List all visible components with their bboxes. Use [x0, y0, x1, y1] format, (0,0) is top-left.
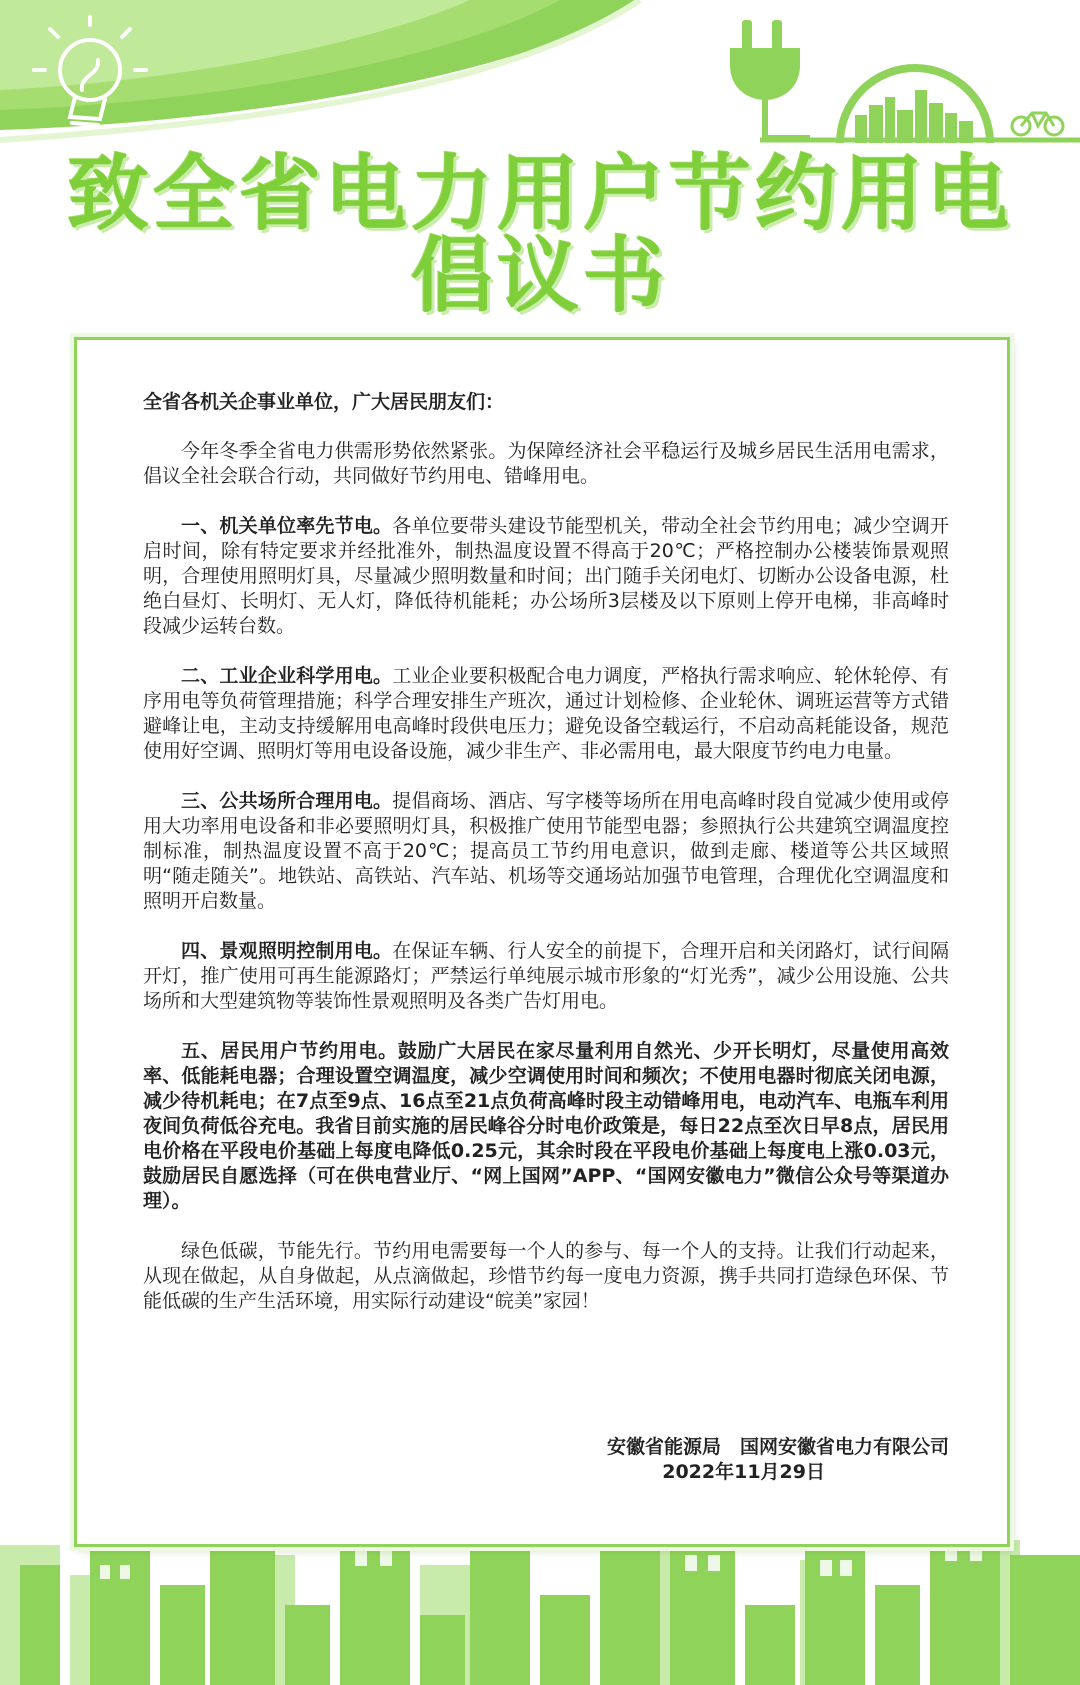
section-paragraph [143, 1039, 949, 1214]
section-heading: 四、景观照明控制用电。 [181, 940, 393, 962]
signature: 安徽省能源局 国网安徽省电力有限公司 [606, 1436, 949, 1458]
section-heading: 二、工业企业科学用电。 [181, 665, 393, 687]
letter-card [74, 337, 1010, 1547]
section-paragraph [143, 789, 949, 914]
section-heading: 一、机关单位率先节电。 [181, 515, 393, 537]
section-paragraph [143, 664, 949, 764]
page-title-line2: 倡议书 [410, 229, 669, 324]
closing-paragraph: 绿色低碳，节能先行。节约用电需要每一个人的参与、每一个人的支持。让我们行动起来，从现在做起，从自身做起，从点滴做起，珍惜节约每一度电力资源，携手共同打造绿色环保、节能低碳的生产生活环境，用实际行动建设“皖美”家园！ [143, 1240, 949, 1312]
section-body: 提倡商场、酒店、写字楼等场所在用电高峰时段自觉减少使用或停用大功率用电设备和非必要照明灯具，积极推广使用节能型电器；参照执行公共建筑空调温度控制标准，制热温度设置不高于20℃；提高员工节约用电意识，做到走廊、楼道等公共区域照明“随走随关”。地铁站、高铁站、汽车站、机场等交通场站加强节电管理，合理优化空调温度和照明开启数量。 [143, 790, 949, 912]
signature-date: 2022年11月29日 [662, 1461, 825, 1483]
lightbulb-icon [20, 15, 150, 135]
section-body: 工业企业要积极配合电力调度，严格执行需求响应、轮休轮停、有序用电等负荷管理措施；科学合理安排生产班次，通过计划检修、企业轮休、调班运营等方式错避峰让电，主动支持缓解用电高峰时段供电压力；避免设备空载运行，不启动高耗能设备，规范使用好空调、照明灯等用电设备设施，减少非生产、非必需用电，最大限度节约电力电量。 [143, 665, 949, 762]
bicycle-icon [1010, 105, 1065, 137]
plug-icon [720, 20, 810, 145]
salutation: 全省各机关企事业单位，广大居民朋友们： [143, 391, 505, 413]
signature-block [143, 1435, 949, 1485]
page-title-line1: 致全省电力用户节约用电 [66, 147, 1013, 242]
section-paragraph [143, 514, 949, 639]
section-body: 鼓励广大居民在家尽量利用自然光、少开长明灯，尽量使用高效率、低能耗电器；合理设置空调温度，减少空调使用时间和频次；不使用电器时彻底关闭电源，减少待机耗电；在7点至9点、16点至21点负荷高峰时段主动错峰用电，电动汽车、电瓶车利用夜间负荷低谷充电。我省目前实施的居民峰谷分时电价政策是，每日22点至次日早8点，居民用电价格在平段电价基础上每度电降低0.25元，其余时段在平段电价基础上每度电上涨0.03元，鼓励居民自愿选择（可在供电营业厅、“网上国网”APP、“国网安徽电力”微信公众号等渠道办理）。 [143, 1040, 949, 1212]
intro-paragraph: 今年冬季全省电力供需形势依然紧张。为保障经济社会平稳运行及城乡居民生活用电需求，倡议全社会联合行动，共同做好节约用电、错峰用电。 [143, 440, 949, 487]
section-paragraph [143, 939, 949, 1014]
section-body: 在保证车辆、行人安全的前提下，合理开启和关闭路灯，试行间隔开灯，推广使用可再生能源路灯；严禁运行单纯展示城市形象的“灯光秀”，减少公用设施、公共场所和大型建筑物等装饰性景观照明及各类广告灯用电。 [143, 940, 949, 1012]
section-heading: 三、公共场所合理用电。 [181, 790, 393, 812]
section-heading: 五、居民用户节约用电。 [181, 1040, 398, 1062]
city-skyline-icon [835, 55, 995, 145]
letter-body [143, 390, 949, 1483]
section-body: 各单位要带头建设节能型机关，带动全社会节约用电；减少空调开启时间，除有特定要求并经批准外，制热温度设置不得高于20℃；严格控制办公楼装饰景观照明，合理使用照明灯具，尽量减少照明数量和时间；出门随手关闭电灯、切断办公设备电源，杜绝白昼灯、长明灯、无人灯，降低待机能耗；办公场所3层楼及以下原则上停开电梯，非高峰时段减少运转台数。 [143, 515, 949, 637]
